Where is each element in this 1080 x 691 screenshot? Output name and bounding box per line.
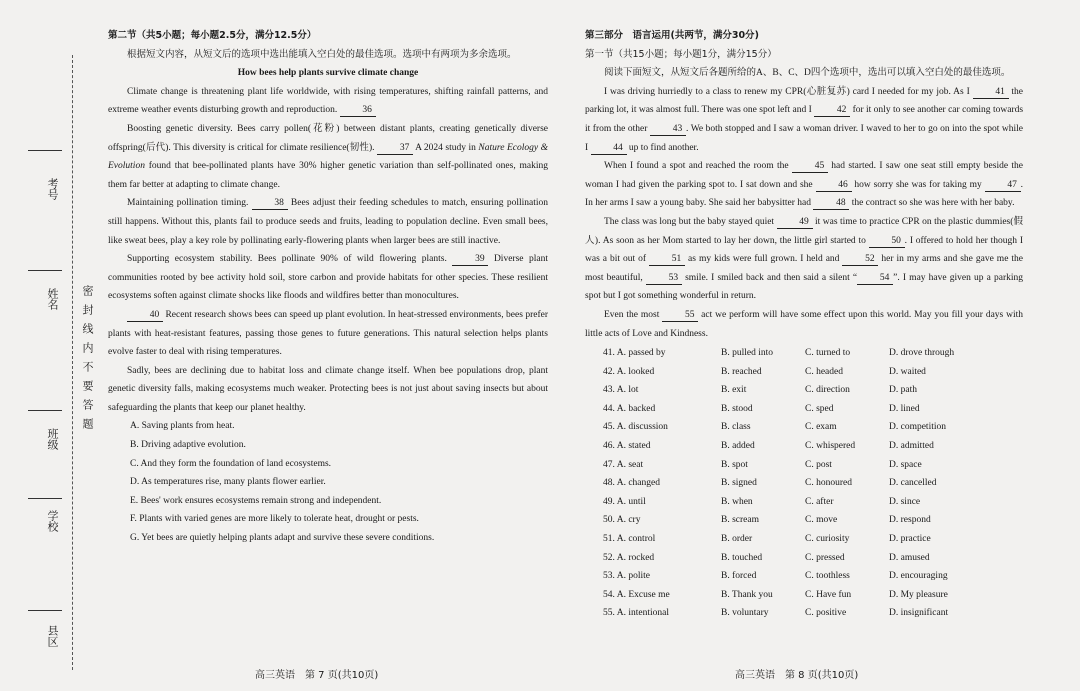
choice-row [585,474,954,493]
paragraph-text: the contract so she was here with her baby. [851,198,1015,209]
blank-41[interactable]: 41 [973,86,1009,99]
margin-label-county: 县区 [46,625,59,647]
margin-underline [28,498,62,499]
paragraph-text: When I found a spot and reached the room the [604,161,789,172]
choice-option-b[interactable]: B. scream [721,515,759,526]
blank-43[interactable]: 43 [650,123,686,136]
binding-dashed-line [72,55,73,670]
blank-45[interactable]: 45 [792,160,828,173]
paragraph-text: Diverse plant communities rooted by bee activity hold soil, store carbon and provide habitats for other species. These resilient ecosystems soften against climate shocks like floods and wildfires better than monocultures. [108,254,549,302]
choice-option-a[interactable]: 52. A. rocked [603,552,655,563]
blank-37[interactable]: 37 [377,142,413,155]
paragraph-text: as my kids were full grown. I held and [688,254,840,265]
blank-47[interactable]: 47 [985,179,1021,192]
choice-option-b[interactable]: B. spot [721,459,748,470]
option-a: A. Saving plants from heat. [130,421,235,432]
choice-option-c[interactable]: C. post [805,459,832,470]
blank-48[interactable]: 48 [813,197,849,210]
blank-46[interactable]: 46 [816,179,852,192]
choice-row [585,400,954,419]
choice-row [585,549,954,568]
paragraph-text: Climate change is threatening plant life worldwide, with rising temperatures, shifting rainfall patterns, and extreme weather events disturbing growth and reproduction. [108,86,548,116]
passage-title: How bees help plants survive climate change [237,68,419,79]
paragraph [108,120,548,194]
paragraph-text: The class was long but the baby stayed quiet [604,216,775,227]
blank-51[interactable]: 51 [649,253,685,266]
choice-option-a[interactable]: 44. A. backed [603,403,656,414]
choice-option-b[interactable]: B. voluntary [721,608,769,619]
margin-label-class: 班级 [46,428,59,450]
paragraph: Sadly, bees are declining due to habitat loss and climate change itself. When bee populations drop, plant genetic diversity falls, making ecosystems much weaker. Protecting bees is not just about saving insects but about safeguarding the plants that keep our planet healthy. [108,365,548,413]
paragraph [108,306,548,362]
page-7-column [108,27,548,548]
paragraph-text: Boosting genetic diversity. Bees carry pollen(花粉) between distant plants, creating genetically diverse offspring(后代). This diversity is critical for climate resilience(韧性). [108,123,548,153]
choice-option-a[interactable]: 43. A. lot [603,385,639,396]
choice-option-b[interactable]: B. added [721,441,755,452]
choice-option-a[interactable]: 42. A. looked [603,366,655,377]
paragraph-text: I was driving hurriedly to a class to renew my CPR(心脏复苏) card I needed for my job. As I [604,86,970,97]
blank-38[interactable]: 38 [252,197,288,210]
choice-option-c[interactable]: C. pressed [805,552,845,563]
margin-underline [28,410,62,411]
paragraph-text: Maintaining pollination timing. [127,198,249,209]
choice-option-d[interactable]: D. path [889,385,917,396]
section-header: 第一节（共15小题；每小题1分，满分15分） [585,48,777,60]
choice-option-b[interactable]: B. pulled into [721,348,773,359]
choice-option-b[interactable]: B. stood [721,403,753,414]
blank-36[interactable]: 36 [340,104,376,117]
choice-option-a[interactable]: 41. A. passed by [603,348,666,359]
choice-option-b[interactable]: B. forced [721,571,757,582]
choice-option-b[interactable]: B. Thank you [721,589,773,600]
choice-option-d[interactable]: D. respond [889,515,931,526]
option-b: B. Driving adaptive evolution. [130,440,246,451]
section-header: 第二节（共5小题；每小题2.5分，满分12.5分） [108,30,317,41]
option-c: C. And they form the foundation of land ecosystems. [130,458,332,469]
choice-option-d[interactable]: D. since [889,496,921,507]
choice-option-b[interactable]: B. order [721,534,753,545]
paragraph-text: act we perform will have some effect upon this world. May you fill your days with little acts of Love and Kindness. [585,309,1024,339]
choice-option-a[interactable]: 51. A. control [603,534,656,545]
choice-option-c[interactable]: C. Have fun [805,589,852,600]
margin-label-exam-number: 考号 [46,178,59,200]
paragraph [585,306,1023,343]
paragraph-text: her in my arms and she gave me the most beautiful, [585,254,1024,283]
binding-margin [0,0,98,691]
paragraph [585,213,1023,306]
blank-52[interactable]: 52 [842,253,878,266]
choice-option-d[interactable]: D. drove through [889,348,955,359]
choice-option-a[interactable]: 54. A. Excuse me [603,589,670,600]
part-header: 第三部分 语言运用(共两节，满分30分) [585,30,759,41]
choice-row [585,493,954,512]
paragraph-text: smile. I smiled back and then said a silent “ [685,272,858,283]
paragraph-text: Recent research shows bees can speed up plant evolution. In heat-stressed environments, bees prefer plants with heat-resistant features, passing those genes to future generations. This natural selection helps plants evolve faster to deal with rising temperatures. [108,309,549,358]
instruction: 阅读下面短文，从短文后各题所给的A、B、C、D四个选项中，选出可以填入空白处的最佳选项。 [604,68,1011,79]
choice-row [585,437,954,456]
choice-option-c[interactable]: C. honoured [805,478,852,489]
paragraph-text: A 2024 study in [415,142,476,153]
choice-row [585,604,954,623]
page-8-footer: 高三英语 第 8 页(共10页) [735,670,859,681]
paragraph-text: up to find another. [628,142,699,153]
paragraph-text: Even the most [604,309,660,320]
paragraph [108,83,548,120]
choices-table [585,344,954,623]
choice-row [585,511,954,530]
paragraph-text: . I offered to hold her though I was a bit out of [585,235,1023,265]
choice-option-c[interactable]: C. sped [805,403,834,414]
blank-53[interactable]: 53 [646,272,682,285]
choice-option-c[interactable]: C. positive [805,608,847,619]
choice-row [585,567,954,586]
paragraph-text: Supporting ecosystem stability. Bees pollinate 90% of wild flowering plants. [127,254,447,265]
blank-55[interactable]: 55 [662,309,698,322]
choice-row [585,381,954,400]
margin-underline [28,610,62,611]
margin-label-name: 姓名 [46,288,59,310]
choice-option-a[interactable]: 53. A. polite [603,571,650,582]
choice-option-d[interactable]: D. insignificant [889,608,949,619]
choice-option-a[interactable]: 46. A. stated [603,441,651,452]
choice-option-d[interactable]: D. practice [889,534,931,545]
choice-option-c[interactable]: C. exam [805,422,837,433]
paragraph-text: for it only to see another car coming towards it from the other [585,105,1024,134]
instruction: 根据短文内容，从短文后的选项中选出能填入空白处的最佳选项。选项中有两项为多余选项。 [127,49,517,60]
choice-row [585,344,954,363]
paragraph [585,83,1023,157]
paragraph [108,250,548,306]
choice-option-a[interactable]: 47. A. seat [603,459,644,470]
choice-option-d[interactable]: D. amused [889,552,930,563]
blank-54[interactable]: 54 [857,272,893,285]
paragraph-text: . In her arms I saw a young baby. She said her babysitter had [585,179,1024,209]
margin-label-school: 学校 [46,510,59,532]
margin-underline [28,270,62,271]
choice-option-c[interactable]: C. move [805,515,838,526]
paragraph [108,194,548,250]
choice-row [585,363,954,382]
choice-row [585,456,954,475]
choice-option-b[interactable]: B. signed [721,478,757,489]
blank-50[interactable]: 50 [869,235,905,248]
blank-49[interactable]: 49 [777,216,813,229]
choice-option-d[interactable]: D. cancelled [889,478,937,489]
choice-option-a[interactable]: 55. A. intentional [603,608,669,619]
paragraph [585,157,1023,213]
choice-option-b[interactable]: B. reached [721,366,762,377]
paragraph-text: it was time to practice CPR on the plastic dummies(假人). As soon as her Mom started to lay her down, the little girl started to [585,216,1023,246]
choice-option-d[interactable]: D. waited [889,366,926,377]
choice-option-d[interactable]: D. competition [889,422,946,433]
choice-option-d[interactable]: D. lined [889,403,920,414]
page-7-footer: 高三英语 第 7 页(共10页) [255,670,379,681]
choice-option-c[interactable]: C. toothless [805,571,850,582]
choice-option-a[interactable]: 50. A. cry [603,515,641,526]
choice-row [585,530,954,549]
paragraph-text: Bees adjust their feeding schedules to match, ensuring pollination still happens. Without this, plants fail to produce seeds and fruits, leading to population decline. Even small bees, like sweat bees, play a key role by pollinating early-flowering plants when larger bees are still inactive. [108,198,549,246]
option-d: D. As temperatures rise, many plants flower earlier. [130,477,326,488]
choice-option-c[interactable]: C. after [805,496,834,507]
option-e: E. Bees' work ensures ecosystems remain strong and independent. [130,495,382,506]
choice-option-d[interactable]: D. My pleasure [889,589,948,600]
choice-option-a[interactable]: 49. A. until [603,496,646,507]
choice-option-d[interactable]: D. admitted [889,441,934,452]
choice-option-b[interactable]: B. when [721,496,753,507]
paragraph-text: had started. I saw one seat still empty beside the woman I had given the parking spot to. I sat down and she [585,161,1024,190]
seal-line-notice: 密封线内不要答题 [81,285,94,437]
choice-option-b[interactable]: B. exit [721,385,747,396]
margin-underline [28,150,62,151]
choice-option-d[interactable]: D. encouraging [889,571,948,582]
choice-option-c[interactable]: C. curiosity [805,534,850,545]
blank-40[interactable]: 40 [127,309,163,322]
choice-row [585,586,954,605]
choice-option-a[interactable]: 45. A. discussion [603,422,668,433]
blank-44[interactable]: 44 [591,142,627,155]
choice-option-c[interactable]: C. direction [805,385,850,396]
option-g: G. Yet bees are quietly helping plants adapt and survive these severe conditions. [130,533,435,544]
choice-option-b[interactable]: B. touched [721,552,763,563]
blank-39[interactable]: 39 [452,253,488,266]
paragraph-text: how sorry she was for taking my [854,179,982,190]
paragraph-text: ”. I may have given up a parking spot but I got something wonderful in return. [585,272,1024,302]
choice-option-c[interactable]: C. whispered [805,441,856,452]
paragraph-text: found that bee-pollinated plants have 30% higher genetic variation than self-pollinated ones, making them far better at adapting to climate change. [108,161,548,190]
journal-name: Nature Ecology & Evolution [108,142,548,172]
choice-option-d[interactable]: D. space [889,459,922,470]
paragraph-text: the parking lot, it was almost full. There was one spot left and I [585,86,1023,116]
choice-option-c[interactable]: C. turned to [805,348,851,359]
choice-row [585,418,954,437]
blank-42[interactable]: 42 [814,104,850,117]
choice-option-a[interactable]: 48. A. changed [603,478,660,489]
paragraph-text: . We both stopped and I saw a woman driver. I waved to her to go on into the spot while I [585,123,1024,153]
choice-option-c[interactable]: C. headed [805,366,843,377]
page-8-column [585,27,1023,623]
choice-option-b[interactable]: B. class [721,422,751,433]
option-f: F. Plants with varied genes are more likely to tolerate heat, drought or pests. [130,514,419,525]
